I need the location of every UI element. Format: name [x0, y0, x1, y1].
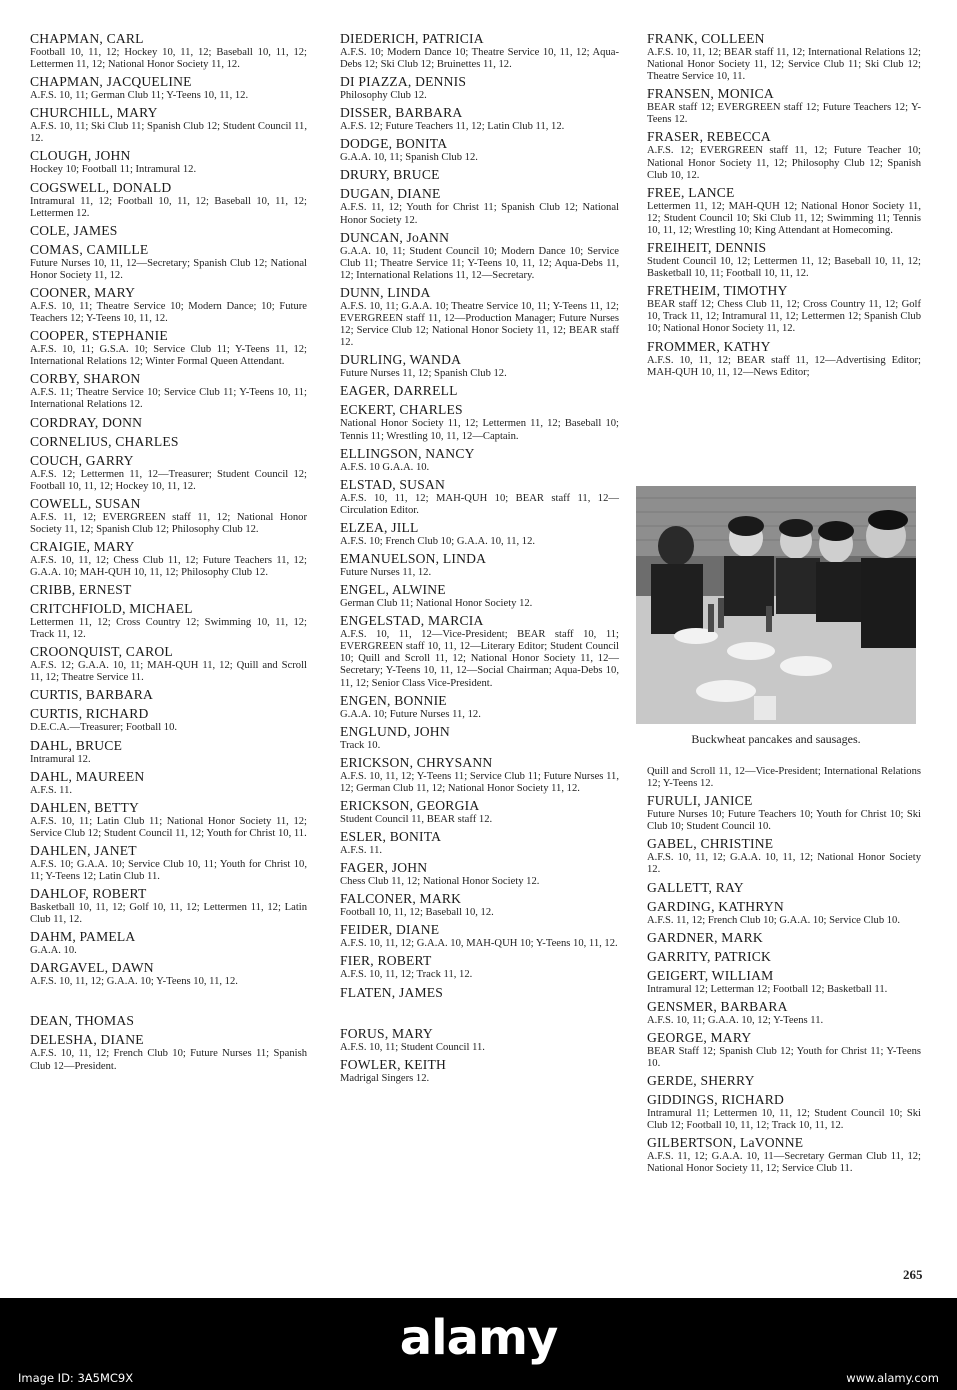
student-entry [30, 600, 307, 641]
student-entry [340, 73, 619, 102]
student-activities: A.F.S. 10; French Club 10; G.A.A. 10, 11, 12. [340, 535, 536, 547]
footer-url: www.alamy.com [846, 1371, 939, 1385]
student-entry [30, 1031, 307, 1072]
student-activities: Lettermen 11, 12; Cross Country 12; Swimming 10, 11, 12; Track 11, 12. [30, 617, 307, 641]
student-entry [647, 835, 921, 876]
student-entry [30, 495, 307, 536]
student-name: COONER, MARY [30, 284, 136, 300]
watermark-footer [0, 1298, 957, 1390]
student-name: DAHLOF, ROBERT [30, 886, 147, 902]
student-entry [340, 797, 619, 826]
student-activities: Intramural 12; Letterman 12; Football 12; Basketball 11. [647, 983, 888, 995]
student-activities: A.F.S. 11; Theatre Service 10; Service Club 11; Y-Teens 10, 11; International Relations 12. [30, 387, 307, 411]
student-entry [647, 929, 921, 946]
student-entry [647, 1091, 921, 1132]
student-activities: A.F.S. 10; G.A.A. 10; Service Club 10, 11; Youth for Christ 10, 11; Y-Teens 12; Latin Club 11. [30, 858, 307, 882]
student-activities: A.F.S. 11, 12; EVERGREEN staff 11, 12; National Honor Society 11, 12; Spanish Club 12; Philosophy Club 12. [30, 511, 307, 535]
student-activities: A.F.S. 10, 11, 12; French Club 10; Future Nurses 11; Spanish Club 12—President. [30, 1048, 307, 1072]
student-entry [340, 828, 619, 857]
student-name: ENGEN, BONNIE [340, 692, 447, 708]
student-name: DUNCAN, JoANN [340, 229, 450, 245]
student-name: CURTIS, BARBARA [30, 687, 154, 703]
student-name: CORBY, SHARON [30, 371, 141, 387]
student-entry [340, 519, 619, 548]
student-name: GALLETT, RAY [647, 879, 744, 895]
student-name: EAGER, DARRELL [340, 383, 458, 399]
student-name: DAHLEN, BETTY [30, 799, 140, 815]
student-activities: Basketball 10, 11, 12; Golf 10, 11, 12; Lettermen 11, 12; Latin Club 11, 12. [30, 902, 307, 926]
student-name: ECKERT, CHARLES [340, 402, 463, 418]
student-name: ELSTAD, SUSAN [340, 476, 445, 492]
student-name: DUGAN, DIANE [340, 186, 441, 202]
student-entry [647, 239, 921, 280]
student-name: CHURCHILL, MARY [30, 105, 158, 121]
column-2 [340, 30, 619, 1087]
student-entry [340, 445, 619, 474]
student-activities: BEAR staff 12; EVERGREEN staff 12; Future Teachers 12; Y-Teens 12. [647, 102, 921, 126]
student-entry [647, 282, 921, 335]
student-name: CORDRAY, DONN [30, 414, 143, 430]
student-name: CRAIGIE, MARY [30, 538, 135, 554]
student-name: GERDE, SHERRY [647, 1073, 755, 1089]
student-name: DRURY, BRUCE [340, 167, 440, 183]
student-name: FREIHEIT, DENNIS [647, 240, 767, 256]
student-name: GABEL, CHRISTINE [647, 836, 774, 852]
student-entry [30, 799, 307, 840]
student-name: FOWLER, KEITH [340, 1056, 447, 1072]
student-name: FLATEN, JAMES [340, 984, 444, 1000]
student-activities: A.F.S. 10, 11, 12; MAH-QUH 10; BEAR staff 11, 12—Circulation Editor. [340, 492, 619, 516]
student-entry [30, 452, 307, 493]
cafeteria-photo [636, 486, 916, 724]
student-entry [340, 581, 619, 610]
student-name: ERICKSON, CHRYSANN [340, 754, 493, 770]
student-activities: Future Nurses 10; Future Teachers 10; Youth for Christ 10; Ski Club 10; Student Council 10. [647, 809, 921, 833]
student-name: GARDING, KATHRYN [647, 898, 784, 914]
student-entry [30, 737, 307, 766]
student-activities: A.F.S. 10, 11, 12—Vice-President; BEAR staff 10, 11; EVERGREEN staff 10, 11, 12—Literary Editor; Student Council 10; Quill and Scroll 11, 12; National Honor Society 11, 12—Secretary; Y-Teens 10, 11, 12—Social Chairman; Aqua-Debs 10, 11, 12; Senior Class Vice-President. [340, 629, 619, 689]
page-number: 265 [903, 1267, 923, 1282]
student-activities: Intramural 11; Lettermen 10, 11, 12; Student Council 10; Ski Club 12; Football 10, 11, 12; Track 10, 11, 12. [647, 1108, 921, 1132]
student-activities: A.F.S. 10, 11, 12; Track 11, 12. [340, 969, 473, 981]
student-entry [30, 284, 307, 325]
student-entry [30, 705, 307, 734]
student-name: FORUS, MARY [340, 1025, 433, 1041]
student-entry [340, 550, 619, 579]
student-activities: Future Nurses 10, 11, 12—Secretary; Spanish Club 12; National Honor Society 11, 12. [30, 257, 307, 281]
student-name: ENGELSTAD, MARCIA [340, 613, 484, 629]
student-name: FALCONER, MARK [340, 891, 462, 907]
student-activities: Student Council 10, 12; Lettermen 11, 12; Baseball 10, 11, 12; Basketball 10, 11; Football 10, 11, 12. [647, 256, 921, 280]
student-entry [340, 692, 619, 721]
student-name: FURULI, JANICE [647, 793, 753, 809]
student-activities: A.F.S. 10, 11; Theatre Service 10; Modern Dance; 10; Future Teachers 12; Y-Teens 10, 11, 12. [30, 300, 307, 325]
student-entry [647, 766, 921, 790]
student-name: ELZEA, JILL [340, 519, 419, 535]
student-name: CRIBB, ERNEST [30, 582, 132, 598]
student-name: DEAN, THOMAS [30, 1013, 135, 1029]
student-activities: Hockey 10; Football 11; Intramural 12. [30, 164, 197, 176]
student-entry [647, 792, 921, 833]
student-entry [647, 1072, 921, 1089]
student-name: DAHM, PAMELA [30, 929, 136, 945]
student-activities: A.F.S. 11, 12; Youth for Christ 11; Spanish Club 12; National Honor Society 12. [340, 202, 619, 226]
student-activities: National Honor Society 11, 12; Lettermen 11, 12; Baseball 10; Tennis 11; Wrestling 10, 11, 12—Captain. [340, 418, 619, 442]
student-name: COLE, JAMES [30, 222, 118, 238]
student-entry [340, 185, 619, 226]
student-activities: G.A.A. 10, 11; Student Council 10; Modern Dance 10; Service Club 11; Theatre Service 11; Y-Teens 10, 11, 12; Aqua-Debs 11, 12; International Relations 11, 12—Secretary. [340, 245, 619, 281]
column-3-continued [647, 766, 921, 1177]
student-entry [30, 370, 307, 411]
student-entry [30, 327, 307, 368]
student-activities: A.F.S. 11. [30, 784, 73, 796]
student-entry [30, 643, 307, 684]
student-entry [340, 229, 619, 282]
student-name: DODGE, BONITA [340, 136, 448, 152]
student-name: DURLING, WANDA [340, 352, 462, 368]
student-activities: A.F.S. 10, 11, 12; G.A.A. 10, MAH-QUH 10; Y-Teens 10, 11, 12. [340, 938, 618, 950]
student-activities: A.F.S. 10, 11, 12; G.A.A. 10, 11, 12; National Honor Society 12. [647, 852, 921, 876]
student-activities: D.E.C.A.—Treasurer; Football 10. [30, 722, 178, 734]
image-id: Image ID: 3A5MC9X [18, 1371, 134, 1385]
student-name: FEIDER, DIANE [340, 922, 440, 938]
student-name: DELESHA, DIANE [30, 1032, 144, 1048]
student-name: FROMMER, KATHY [647, 338, 771, 354]
student-activities: A.F.S. 10, 11, 12; Chess Club 11, 12; Future Teachers 11, 12; G.A.A. 10; MAH-QUH 10, 11, 12; Philosophy Club 12. [30, 554, 307, 578]
student-entry [340, 723, 619, 752]
student-activities: A.F.S. 12; Future Teachers 11, 12; Latin Club 11, 12. [340, 121, 565, 133]
student-entry [30, 538, 307, 579]
student-name: DISSER, BARBARA [340, 105, 463, 121]
student-entry [30, 686, 307, 703]
student-name: FRETHEIM, TIMOTHY [647, 283, 788, 299]
student-entry [647, 85, 921, 126]
student-name: DAHLEN, JANET [30, 842, 137, 858]
student-activities: Lettermen 11, 12; MAH-QUH 12; National Honor Society 11, 12; Student Council 10; Ski Club 11, 12; Swimming 11; Tennis 10, 11, 12; Wrestling 10; King Attendant at Homecoming. [647, 200, 921, 236]
student-activities: A.F.S. 10 G.A.A. 10. [340, 461, 430, 473]
student-name: DI PIAZZA, DENNIS [340, 74, 467, 90]
student-name: GILBERTSON, LaVONNE [647, 1135, 804, 1151]
student-activities: Future Nurses 11, 12. [340, 566, 432, 578]
alamy-logo: alamy [399, 1310, 558, 1366]
photo-caption: Buckwheat pancakes and sausages. [691, 732, 861, 746]
student-activities: G.A.A. 10, 11; Spanish Club 12. [340, 152, 478, 164]
student-entry [340, 1056, 619, 1085]
student-entry [340, 104, 619, 133]
student-activities: A.F.S. 10, 11; G.S.A. 10; Service Club 11; Y-Teens 11, 12; International Relations 12; Winter Formal Queen Attendant. [30, 344, 307, 368]
student-activities: A.F.S. 10, 11; G.A.A. 10; Theatre Service 10, 11; Y-Teens 11, 12; EVERGREEN staff 11, 12—Production Manager; Future Nurses 12; Service Club 12; National Honor Society 11, 12; BEAR staff 12. [340, 300, 619, 349]
student-activities: German Club 11; National Honor Society 12. [340, 598, 533, 610]
student-name: GENSMER, BARBARA [647, 998, 788, 1014]
student-activities: BEAR Staff 12; Spanish Club 12; Youth for Christ 11; Y-Teens 10. [647, 1045, 921, 1069]
student-name: CHAPMAN, JACQUELINE [30, 74, 192, 90]
student-entry [30, 959, 307, 988]
student-entry [30, 30, 307, 71]
student-activities: Intramural 11, 12; Football 10, 11, 12; Baseball 10, 11, 12; Lettermen 12. [30, 195, 307, 219]
student-entry [340, 135, 619, 164]
student-entry [30, 414, 307, 431]
student-name: GARDNER, MARK [647, 929, 763, 945]
student-activities: A.F.S. 10, 11; German Club 11; Y-Teens 10, 11, 12. [30, 90, 249, 102]
student-entry [30, 104, 307, 145]
student-activities: G.A.A. 10. [30, 945, 77, 957]
student-name: DARGAVEL, DAWN [30, 960, 154, 976]
student-entry [30, 928, 307, 957]
student-activities: Chess Club 11, 12; National Honor Society 12. [340, 876, 540, 888]
student-activities: Philosophy Club 12. [340, 90, 427, 102]
student-name: COOPER, STEPHANIE [30, 328, 168, 344]
student-activities: A.F.S. 11. [340, 845, 383, 857]
student-name: FRANSEN, MONICA [647, 86, 774, 102]
student-entry [30, 768, 307, 797]
student-activities: A.F.S. 10, 11, 12; G.A.A. 10; Y-Teens 10, 11, 12. [30, 976, 238, 988]
student-activities: A.F.S. 10; Modern Dance 10; Theatre Service 10, 11, 12; Aqua-Debs 12; Ski Club 12; Bruinettes 11, 12. [340, 47, 619, 71]
student-entry [30, 241, 307, 282]
student-activities: A.F.S. 10, 11; Ski Club 11; Spanish Club 12; Student Council 11, 12. [30, 121, 307, 145]
student-entry [647, 898, 921, 927]
student-name: CHAPMAN, CARL [30, 31, 144, 46]
student-name: FREE, LANCE [647, 184, 735, 200]
student-name: FIER, ROBERT [340, 953, 432, 969]
student-entry [647, 128, 921, 181]
student-name: CURTIS, RICHARD [30, 706, 149, 722]
student-entry [647, 338, 921, 379]
student-entry [647, 184, 921, 237]
student-entry [30, 581, 307, 598]
student-entry [647, 1029, 921, 1070]
student-entry [340, 1025, 619, 1054]
student-activities: A.F.S. 10, 11, 12; BEAR staff 11, 12; International Relations 12; National Honor Society 11, 12; Service Club 11; Ski Club 12; Theatre Service 10, 11. [647, 47, 921, 83]
student-entry [340, 612, 619, 689]
student-activities: Football 10, 11, 12; Baseball 10, 12. [340, 907, 494, 919]
student-activities: A.F.S. 10, 11; Latin Club 11; National Honor Society 11, 12; Service Club 12; Student Council 11, 12; Youth for Christ 10, 11. [30, 815, 307, 839]
student-name: FRANK, COLLEEN [647, 31, 765, 46]
student-entry [340, 984, 619, 1001]
student-activities: A.F.S. 10, 11; G.A.A. 10, 12; Y-Teens 11. [647, 1014, 824, 1026]
student-activities: A.F.S. 12; EVERGREEN staff 11, 12; Future Teacher 10; National Honor Society 11, 12; Philosophy Club 12; Spanish Club 10, 12. [647, 145, 921, 181]
student-name: COWELL, SUSAN [30, 495, 141, 511]
student-entry [647, 948, 921, 965]
student-name: GEORGE, MARY [647, 1029, 752, 1045]
student-name: EMANUELSON, LINDA [340, 550, 487, 566]
student-entry [340, 284, 619, 349]
student-activities: A.F.S. 11, 12; G.A.A. 10, 11—Secretary German Club 11, 12; National Honor Society 11, 12; Service Club 11. [647, 1151, 921, 1175]
student-name: DAHL, MAUREEN [30, 768, 145, 784]
student-activities: A.F.S. 10, 11, 12; Y-Teens 11; Service Club 11; Future Nurses 11, 12; German Club 11, 12; National Honor Society 11, 12. [340, 770, 619, 794]
student-entry [30, 179, 307, 220]
student-name: GARRITY, PATRICK [647, 948, 772, 964]
student-entry [30, 73, 307, 102]
student-name: COMAS, CAMILLE [30, 241, 149, 257]
student-name: GIDDINGS, RICHARD [647, 1092, 785, 1108]
student-entry [340, 952, 619, 981]
column-1 [30, 30, 307, 1075]
student-entry [30, 147, 307, 176]
student-entry [30, 433, 307, 450]
student-name: CRITCHFIOLD, MICHAEL [30, 601, 193, 617]
student-name: CROONQUIST, CAROL [30, 644, 173, 660]
student-name: COGSWELL, DONALD [30, 179, 172, 195]
student-name: CORNELIUS, CHARLES [30, 433, 179, 449]
student-entry [340, 401, 619, 442]
student-entry [647, 1134, 921, 1175]
column-3 [647, 30, 921, 381]
student-activities: G.A.A. 10; Future Nurses 11, 12. [340, 708, 481, 720]
student-activities: A.F.S. 10, 11; Student Council 11. [340, 1041, 485, 1053]
student-name: ERICKSON, GEORGIA [340, 798, 480, 813]
student-name: ENGEL, ALWINE [340, 582, 446, 598]
student-name: COUCH, GARRY [30, 452, 134, 468]
student-activities: Track 10. [340, 739, 381, 751]
student-entry [340, 754, 619, 795]
student-name: CLOUGH, JOHN [30, 148, 131, 164]
student-name: DIEDERICH, PATRICIA [340, 31, 484, 46]
student-activities: Quill and Scroll 11, 12—Vice-President; International Relations 12; Y-Teens 12. [647, 766, 921, 790]
student-activities: Football 10, 11, 12; Hockey 10, 11, 12; Baseball 10, 11, 12; Lettermen 11, 12; National Honor Society 11, 12. [30, 47, 307, 71]
student-activities: Student Council 11, BEAR staff 12. [340, 814, 493, 825]
student-name: FAGER, JOHN [340, 860, 428, 876]
student-entry [30, 885, 307, 926]
student-name: ELLINGSON, NANCY [340, 445, 475, 461]
student-name: GEIGERT, WILLIAM [647, 967, 774, 983]
student-entry [647, 879, 921, 896]
student-activities: A.F.S. 12; Lettermen 11, 12—Treasurer; Student Council 12; Football 10, 11, 12; Hockey 10, 11, 12. [30, 468, 307, 492]
student-entry [30, 1012, 307, 1029]
student-name: DAHL, BRUCE [30, 737, 123, 753]
student-activities: Intramural 12. [30, 753, 91, 765]
student-activities: A.F.S. 11, 12; French Club 10; G.A.A. 10; Service Club 10. [647, 914, 901, 926]
student-entry [340, 30, 619, 71]
student-entry [30, 842, 307, 883]
student-entry [340, 382, 619, 399]
student-entry [340, 476, 619, 517]
student-entry [340, 890, 619, 919]
student-activities: Madrigal Singers 12. [340, 1072, 430, 1084]
student-entry [30, 222, 307, 239]
student-name: ESLER, BONITA [340, 829, 442, 845]
student-entry [647, 967, 921, 996]
student-name: ENGLUND, JOHN [340, 723, 450, 739]
student-entry [340, 921, 619, 950]
student-activities: Future Nurses 11, 12; Spanish Club 12. [340, 368, 507, 380]
student-entry [647, 30, 921, 83]
student-entry [340, 351, 619, 380]
student-activities: BEAR staff 12; Chess Club 11, 12; Cross Country 11, 12; Golf 10, Track 11, 12; Intramural 11, 12; Lettermen 12; Spanish Club 10; National Honor Society 11, 12. [647, 299, 921, 335]
photo-figure [636, 486, 916, 747]
student-entry [340, 166, 619, 183]
student-name: DUNN, LINDA [340, 284, 431, 300]
student-activities: A.F.S. 12; G.A.A. 10, 11; MAH-QUH 11, 12; Quill and Scroll 11, 12; Theatre Service 11. [30, 660, 307, 684]
student-entry [340, 859, 619, 888]
student-name: FRASER, REBECCA [647, 129, 771, 145]
student-entry [647, 998, 921, 1027]
student-activities: A.F.S. 10, 11, 12; BEAR staff 11, 12—Advertising Editor; MAH-QUH 10, 11, 12—News Editor; [647, 354, 921, 378]
